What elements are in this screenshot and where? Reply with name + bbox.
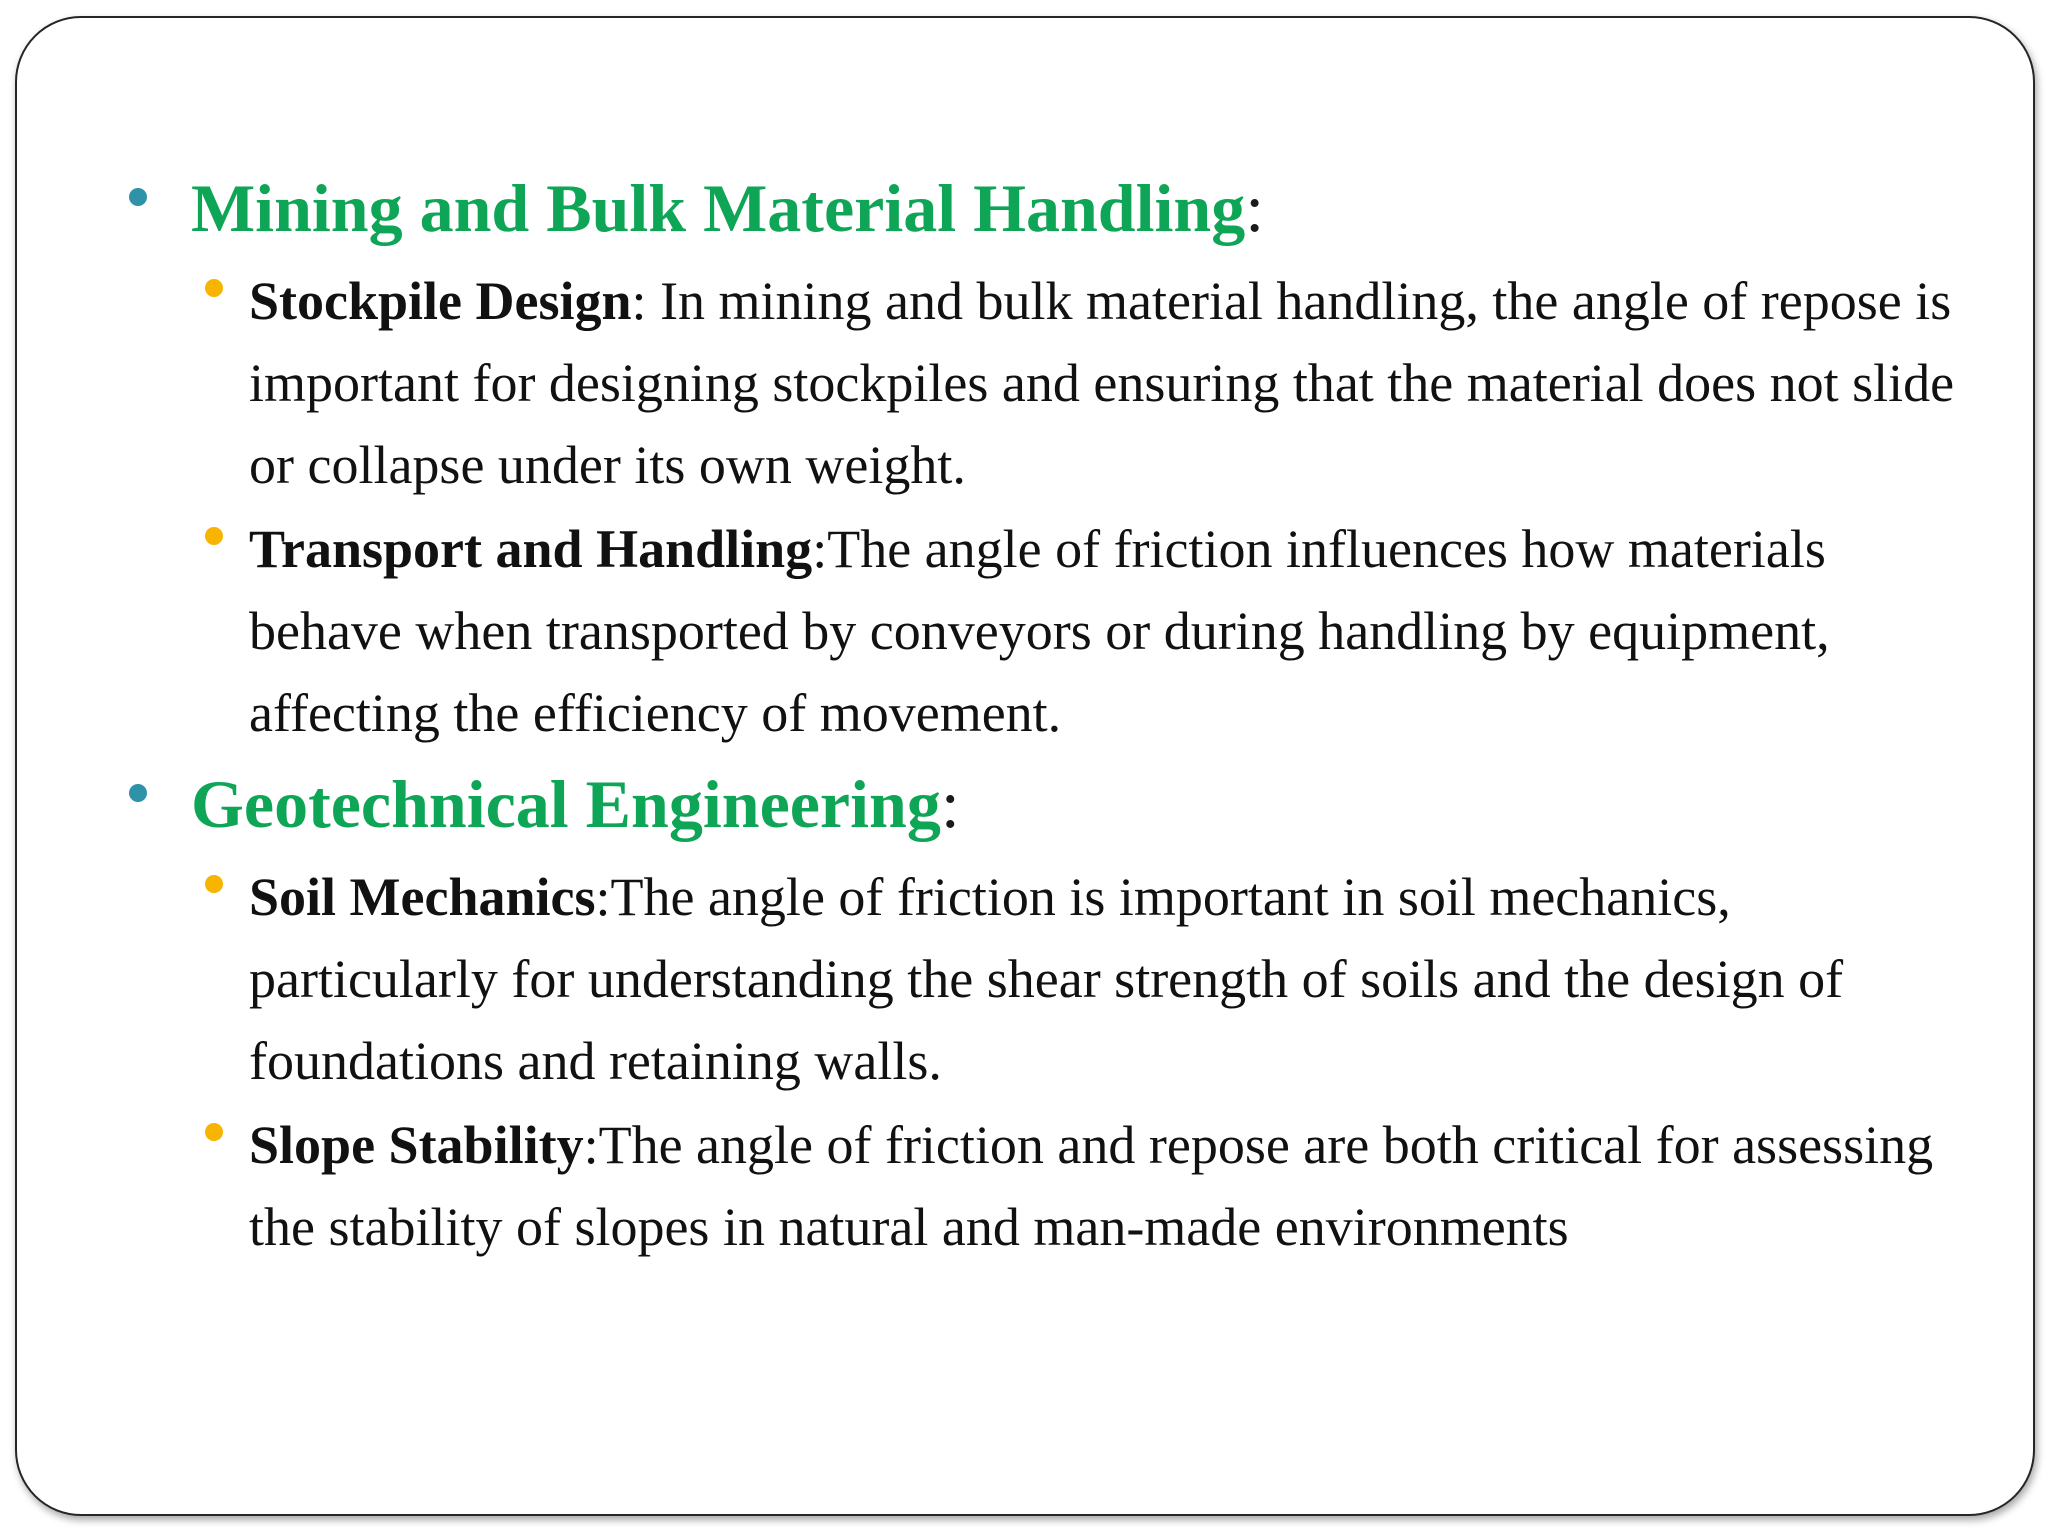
section-heading-mining: [123, 166, 2003, 250]
level1-bullet-icon: [129, 784, 147, 802]
slide-content: [123, 166, 2003, 1270]
item-separator: :: [595, 867, 611, 927]
section-heading-geotechnical: [123, 762, 2003, 846]
item-text: The angle of friction is important in soil mechanics, particularly for understanding the shear strength of soils and the design of foundations and retaining walls.: [249, 867, 1844, 1091]
section-title: Mining and Bulk Material Handling: [191, 170, 1246, 246]
section-colon: :: [940, 766, 960, 842]
level1-bullet-icon: [129, 188, 147, 206]
bullet-item-soil-mechanics: [123, 856, 1989, 1102]
section-colon: :: [1245, 170, 1265, 246]
level2-bullet-icon: [205, 1123, 223, 1141]
item-text: The angle of friction influences how materials behave when transported by conveyors or during handling by equipment, affecting the efficiency of movement.: [249, 519, 1830, 743]
slide-frame: [15, 16, 2035, 1516]
item-term: Soil Mechanics: [249, 867, 596, 927]
bullet-item-transport-handling: [123, 508, 1989, 754]
item-term: Transport and Handling: [249, 519, 813, 579]
section-title: Geotechnical Engineering: [191, 766, 941, 842]
level2-bullet-icon: [205, 527, 223, 545]
item-separator: :: [812, 519, 828, 579]
item-separator: :: [631, 271, 661, 331]
bullet-item-slope-stability: [123, 1104, 1989, 1268]
item-text: The angle of friction and repose are both critical for assessing the stability of slopes in natural and man-made environments: [249, 1115, 1934, 1257]
item-separator: :: [583, 1115, 599, 1175]
item-term: Stockpile Design: [249, 271, 632, 331]
bullet-item-stockpile-design: [123, 260, 1989, 506]
item-text: In mining and bulk material handling, the angle of repose is important for designing stockpiles and ensuring that the material does not slide or collapse under its own weight.: [249, 271, 1955, 495]
level2-bullet-icon: [205, 279, 223, 297]
item-term: Slope Stability: [249, 1115, 584, 1175]
level2-bullet-icon: [205, 875, 223, 893]
